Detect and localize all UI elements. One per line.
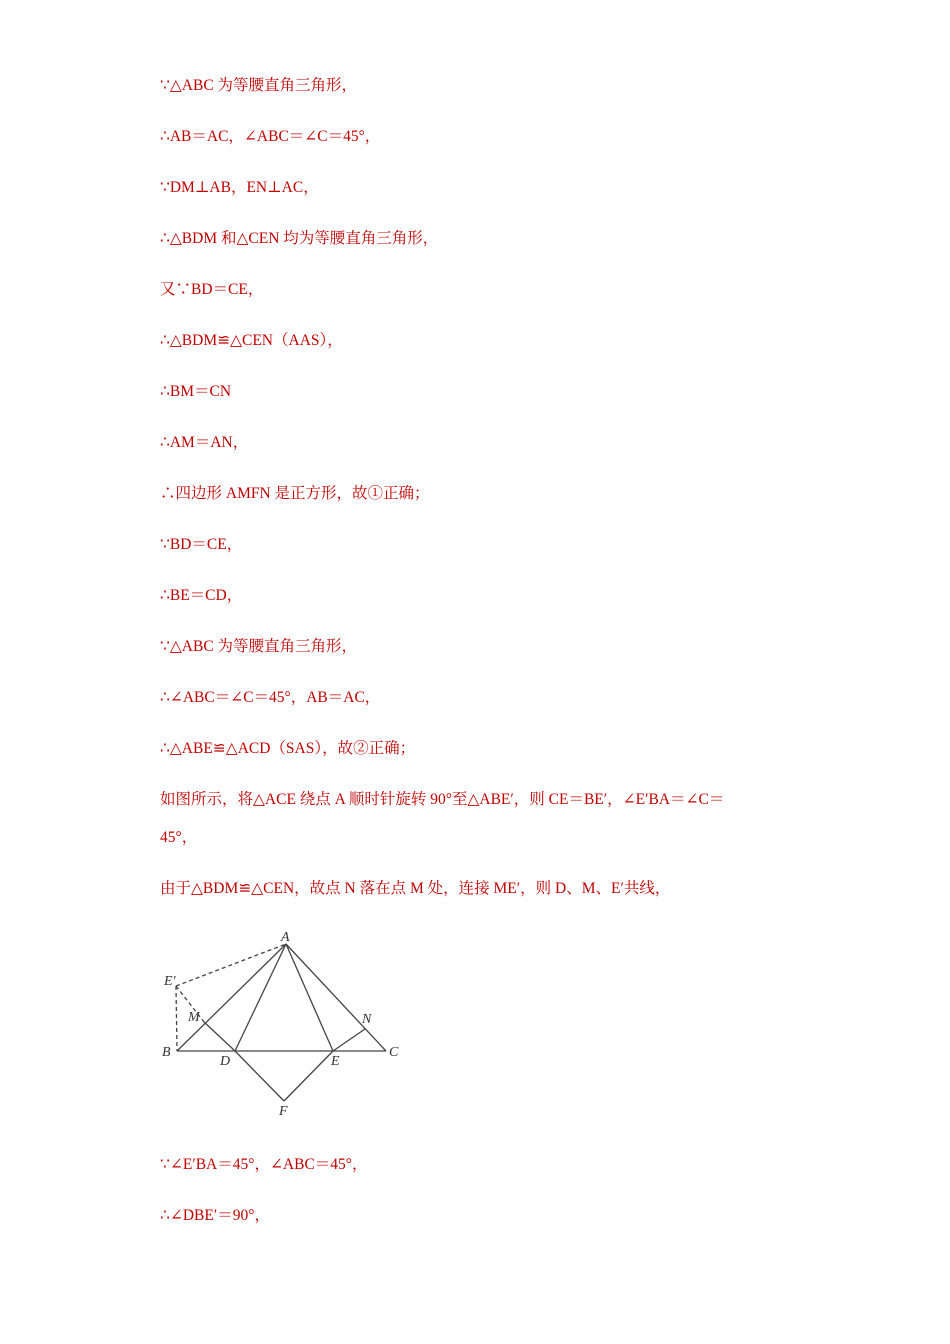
segment-AB: [177, 944, 286, 1051]
text-line-17: 由于△BDM≌△CEN，故点 N 落在点 M 处，连接 ME′，则 D、M、E′共线，: [160, 880, 671, 897]
label-F: F: [279, 1104, 288, 1119]
text-line-4: ∴△BDM 和△CEN 均为等腰直角三角形，: [160, 230, 439, 247]
label-B: B: [162, 1045, 171, 1060]
label-M: M: [188, 1010, 200, 1025]
text-line-5: 又∵BD＝CE，: [160, 281, 264, 298]
label-C: C: [389, 1045, 399, 1060]
segment-AC: [286, 944, 386, 1051]
text-line-18: ∵∠E′BA＝45°，∠ABC＝45°，: [160, 1156, 368, 1173]
segment-EF: [284, 1051, 333, 1101]
label-A: A: [281, 930, 290, 945]
text-line-6: ∴△BDM≌△CEN（AAS），: [160, 332, 343, 349]
label-E-prime: E′: [164, 974, 176, 989]
segment-BE-prime: [176, 986, 177, 1051]
text-line-14: ∴△ABE≌△ACD（SAS），故②正确；: [160, 740, 416, 757]
text-line-3: ∵DM⊥AB，EN⊥AC，: [160, 179, 319, 196]
text-line-8: ∴AM＝AN，: [160, 434, 249, 451]
segment-NE: [333, 1029, 365, 1051]
geometry-figure: [156, 925, 416, 1125]
text-line-16: 45°，: [160, 829, 198, 846]
text-line-1: ∵△ABC 为等腰直角三角形，: [160, 77, 358, 94]
text-line-10: ∵BD＝CE，: [160, 536, 243, 553]
segment-AE: [286, 944, 333, 1051]
text-line-12: ∵△ABC 为等腰直角三角形，: [160, 638, 358, 655]
segment-MD: [204, 1022, 235, 1051]
label-D: D: [220, 1054, 231, 1069]
text-line-11: ∴BE＝CD，: [160, 587, 243, 604]
text-line-19: ∴∠DBE′＝90°，: [160, 1207, 270, 1224]
text-line-9: ∴四边形 AMFN 是正方形，故①正确；: [160, 485, 430, 502]
text-line-15: 如图所示，将△ACE 绕点 A 顺时针旋转 90°至△ABE′，则 CE＝BE′，∠E′BA＝∠C＝: [160, 791, 725, 808]
label-E: E: [331, 1054, 340, 1069]
text-line-7: ∴BM＝CN: [160, 383, 232, 400]
text-line-2: ∴AB＝AC，∠ABC＝∠C＝45°，: [160, 128, 381, 145]
text-line-13: ∴∠ABC＝∠C＝45°，AB＝AC，: [160, 689, 381, 706]
segment-DF: [235, 1051, 284, 1101]
label-N: N: [362, 1012, 372, 1027]
